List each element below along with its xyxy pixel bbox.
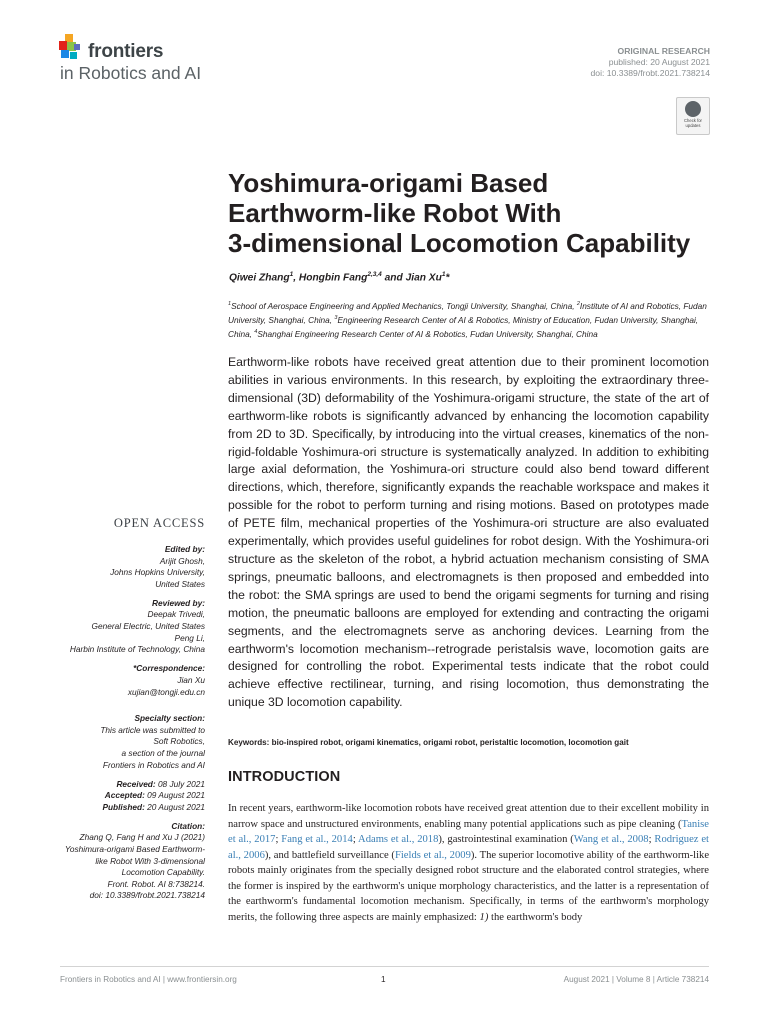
published-date-sidebar: Published: 20 August 2021 [102, 801, 205, 812]
page-number: 1 [381, 975, 386, 984]
footer-journal-link[interactable]: Frontiers in Robotics and AI | www.frontiersin.org [60, 975, 237, 984]
section-heading-introduction: INTRODUCTION [228, 769, 341, 785]
received-date: Received: 08 July 2021 [116, 778, 205, 789]
check-for-updates-button[interactable] [676, 97, 710, 135]
article-meta [591, 46, 710, 79]
article-info-sidebar: Edited by: Arijit Ghosh, Johns Hopkins University, United States Reviewed by: Deepak Trivedi, General Electric, United States Peng Li, Harbin Institute of Technology, China *Correspondence: Jian Xu xujian@tongji.edu.cn Specialty section: This article was submitted to Soft Robotics, a section of the journal Frontiers in Robotics and AI Received: 08 July 2021 Accepted: 09 August 2021 Published: 20 August 2021 Citation: Zhang Q, Fang H and Xu J (2021) Yoshimura-origami Based Earthworm- like Robot With 3-dimensional Locomotion Capability. Front. Robot. AI 8:738214. doi: 10.3389/frobt.2021.738214 [15, 544, 205, 902]
author-name[interactable]: Jian Xu [405, 272, 442, 284]
corresponding-mark: * [445, 272, 450, 284]
title-line: Earthworm-like Robot With [228, 198, 562, 228]
citation-link[interactable]: Adams et al., 2018 [358, 834, 439, 845]
introduction-paragraph: In recent years, earthworm-like locomotion robots have received great attention due to their excellent mobility in narrow space and unstructured environments, enabling many potential applications such as pipe cleaning (Tanise et al., 2017; Fang et al., 2014; Adams et al., 2018), gastrointestinal examination (Wang et al., 2008; Rodriguez et al., 2006), and battlefield surveillance (Fields et al., 2009). The superior locomotive ability of the earthworm-like robots mainly originates from the specially designed robot structure and the elaborated control strategies, where the former is inspired by the earthworm's unique morphology characteristics, and the latter is a representation of the earthworm's fundamental locomotion mechanism. Specifically, in terms of the earthworm's morphology merits, the following three aspects are mainly emphasized: 1) the earthworm's body [228, 803, 710, 923]
article-title [228, 168, 728, 258]
title-line: 3-dimensional Locomotion Capability [228, 228, 691, 258]
bookmark-icon [685, 101, 701, 117]
journal-name[interactable]: in Robotics and AI [60, 63, 202, 83]
citation-link[interactable]: Fang et al., 2014 [281, 834, 353, 845]
open-access-label: OPEN ACCESS [113, 516, 205, 530]
citation-link[interactable]: Fields et al., 2009 [394, 849, 471, 861]
correspondence-heading: *Correspondence: [133, 663, 205, 674]
citation-link[interactable]: Rodriguez et al., 2006 [228, 834, 710, 861]
check-updates-label: Check for updates [684, 118, 702, 128]
brand-name[interactable]: frontiers [88, 41, 164, 62]
published-date: published: 20 August 2021 [608, 57, 710, 67]
reviewed-by-heading: Reviewed by: [151, 597, 205, 608]
citation-heading: Citation: [171, 820, 205, 831]
edited-by-heading: Edited by: [164, 544, 205, 554]
author-list: Qiwei Zhang$^1$, Hongbin Fang$^{2,3,4}$ and Jian Xu$^1$* [229, 271, 450, 284]
article-type: ORIGINAL RESEARCH [617, 46, 710, 56]
author-name[interactable]: Qiwei Zhang [229, 272, 290, 284]
title-line: Yoshimura-origami Based [228, 168, 549, 198]
accepted-date: Accepted: 09 August 2021 [104, 790, 205, 801]
footer-issue-info: August 2021 | Volume 8 | Article 738214 [563, 975, 709, 984]
correspondence-email[interactable]: xujian@tongji.edu.cn [127, 686, 205, 697]
affiliations: $^1$School of Aerospace Engineering and Applied Mechanics, Tongji University, Shanghai, China, $^2$Institute of AI and Robotics, Fudan University, Shanghai, China, $^3$Engineering Research Center of AI & Robotics, Ministry of Education, Fudan University, Shanghai, China, $^4$Shanghai Engineering Research Center of AI & Robotics, Fudan University, Shanghai, China [228, 300, 707, 339]
citation-link[interactable]: Tanise et al., 2017 [228, 818, 709, 845]
footer-divider [60, 966, 709, 967]
citation-link[interactable]: Wang et al., 2008 [573, 834, 649, 845]
abstract: Earthworm-like robots have received great attention due to their prominent locomotion abilities in various environments. In this research, by exploiting the extraordinary three-dimensional (3D) deformability of the Yoshimura-origami structure, the state of the art of earthworm-like robots is significantly advanced by enhancing the locomotion capability from 2D to 3D. Specifically, by introducing into the virtual creases, kinematics of the non-rigid-foldable Yoshimura-ori structure is systematically analyzed. In addition to exhibiting large axial deformation, the Yoshimura-ori structure could also bend toward different directions, which, therefore, significantly expands the reachable workspace and makes it possible for the robot to perform turning and rising motions. Based on prototypes made of PETE film, mechanical properties of the Yoshimura-ori structure are also evaluated experimentally, which provides useful guidelines for robot design. With the Yoshimura-ori structure as the skeleton of the robot, a hybrid actuation mechanism consisting of SMA springs, pneumatic balloons, and electromagnets is then proposed and embedded into the robot: the SMA springs are used to bend the origami segments for turning and rising motion, the pneumatic balloons are employed for extending and contracting the origami segments, and the electromagnets serve as anchoring devices. Learning from the earthworm's locomotion mechanism--retrograde peristalsis wave, locomotion gaits are designed for controlling the robot. Experimental tests indicate that the robot could achieve effective rectilinear, turning, and rising locomotion, thus demonstrating the unique 3D locomotion capability. [228, 355, 709, 710]
author-name[interactable]: Hongbin Fang [298, 272, 368, 284]
specialty-heading: Specialty section: [134, 713, 205, 724]
doi[interactable]: doi: 10.3389/frobt.2021.738214 [590, 68, 710, 78]
keywords: Keywords: bio-inspired robot, origami kinematics, origami robot, peristaltic locomotion, locomotion gait [228, 738, 629, 747]
frontiers-logo-icon[interactable] [59, 34, 83, 64]
